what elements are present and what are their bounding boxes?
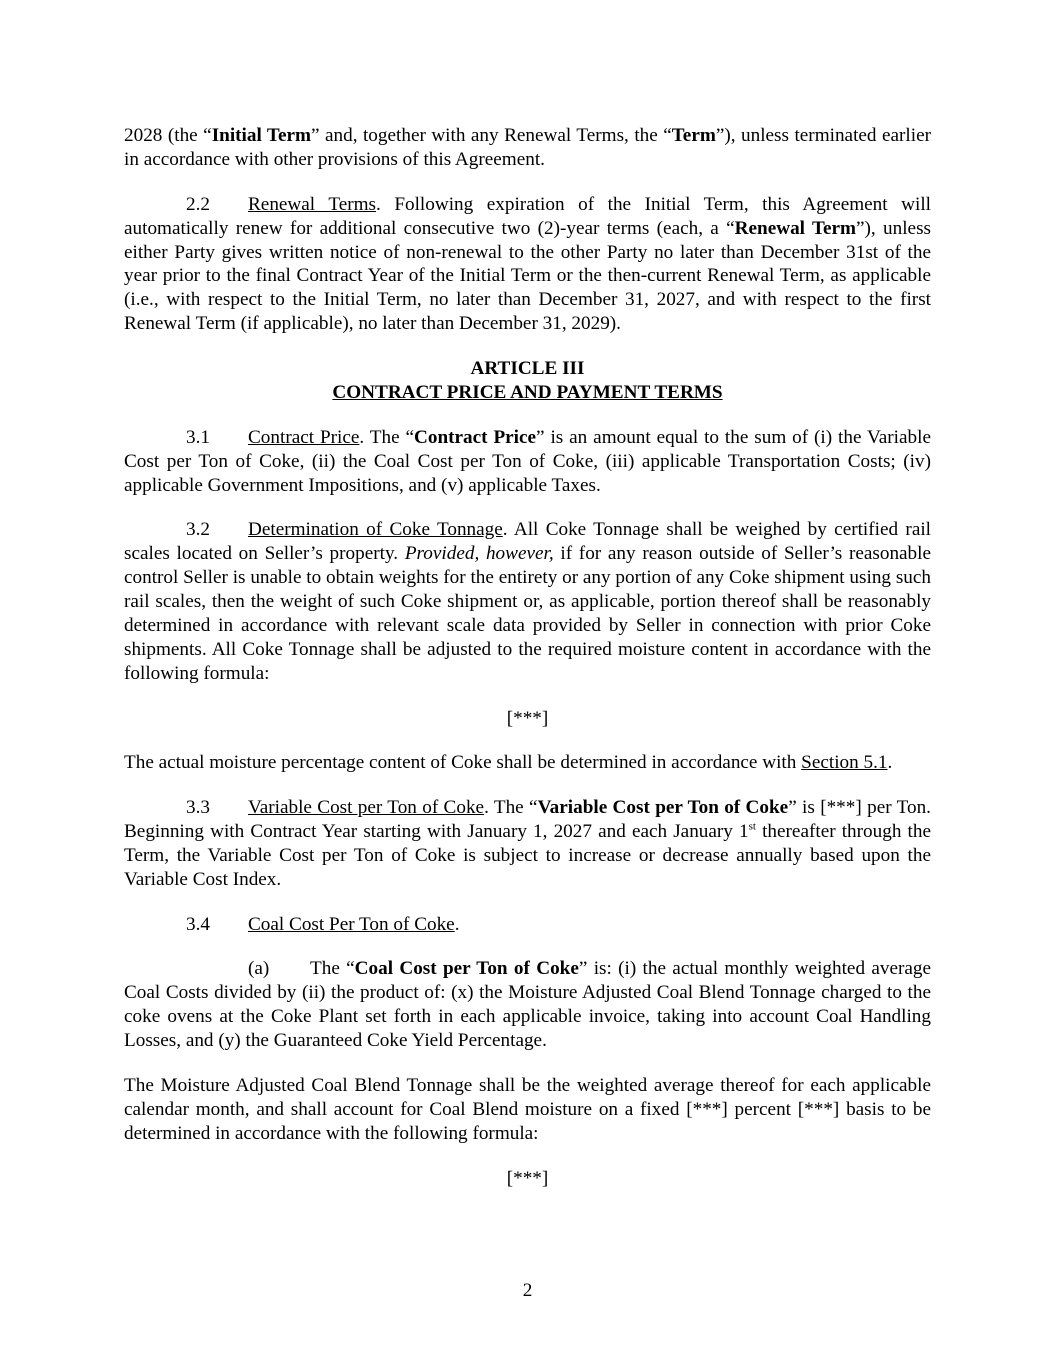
section-number: 3.4 xyxy=(186,913,210,935)
defined-term-initial-term: Initial Term xyxy=(211,125,311,146)
section-title: Determination of Coke Tonnage xyxy=(248,519,503,541)
section-title: Renewal Terms xyxy=(248,193,376,215)
defined-term: Coal Cost per Ton of Coke xyxy=(354,958,579,980)
proviso-text: Provided, however, xyxy=(404,543,554,565)
subsection-label: (a) xyxy=(248,958,270,980)
section-3-2-coke-tonnage: 3.2 Determination of Coke Tonnage. All Coke Tonnage shall be weighed by certified rail scales located on Seller’s property. Provided, however, if for any reason outside of Seller’s reasonable control Seller is unable to obtain weights for the entirety or any portion of any Coke shipment using such rail scales, then the weight of such Coke shipment or, as applicable, portion thereof shall be reasonably determined in accordance with relevant scale data provided by Seller in connection with prior Coke shipments. All Coke Tonnage shall be adjusted to the required moisture content in accordance with the following formula: xyxy=(124,519,931,684)
section-number: 3.2 xyxy=(186,519,210,541)
defined-term: Variable Cost per Ton of Coke xyxy=(537,797,789,819)
document-page xyxy=(124,124,931,1191)
section-title: Contract Price xyxy=(248,426,360,448)
article-heading xyxy=(124,357,931,405)
section-title: Variable Cost per Ton of Coke xyxy=(248,797,485,819)
section-number: 2.2 xyxy=(186,193,210,215)
section-2-1-continuation: 2028 (the “Initial Term” and, together with any Renewal Terms, the “Term”), unless terminated earlier in accordance with other provisions of this Agreement. xyxy=(124,125,931,170)
section-3-1-contract-price: 3.1 Contract Price. The “Contract Price” is an amount equal to the sum of (i) the Variable Cost per Ton of Coke, (ii) the Coal Cost per Ton of Coke, (iii) applicable Transportation Costs; (iv) applicable Government Impositions, and (v) applicable Taxes. xyxy=(124,426,931,496)
section-title: Coal Cost Per Ton of Coke xyxy=(248,913,455,935)
redacted-formula: [***] xyxy=(506,707,549,729)
defined-term: Contract Price xyxy=(414,426,537,448)
defined-term-term: Term xyxy=(671,125,716,146)
page-number: 2 xyxy=(522,1280,533,1301)
article-title: CONTRACT PRICE AND PAYMENT TERMS xyxy=(332,381,723,403)
redacted-formula: [***] xyxy=(506,1167,549,1189)
section-3-3-variable-cost: 3.3 Variable Cost per Ton of Coke. The “Variable Cost per Ton of Coke” is [***] per Ton. Beginning with Contract Year starting with January 1, 2027 and each January 1st thereafter through the Term, the Variable Cost per Ton of Coke is subject to increase or decrease annually based upon the Variable Cost Index. xyxy=(124,797,931,890)
section-number: 3.3 xyxy=(186,797,210,819)
article-number: ARTICLE III xyxy=(470,358,585,380)
defined-term-renewal-term: Renewal Term xyxy=(734,217,857,239)
section-3-4-coal-cost: 3.4 Coal Cost Per Ton of Coke. xyxy=(186,913,460,935)
section-reference: Section 5.1 xyxy=(801,752,888,774)
section-2-2-renewal-terms: 2.2 Renewal Terms. Following expiration of the Initial Term, this Agreement will automatically renew for additional consecutive two (2)-year terms (each, a “Renewal Term”), unless either Party gives written notice of non-renewal to the other Party no later than December 31st of the year prior to the final Contract Year of the Initial Term or the then-current Renewal Term, as applicable (i.e., with respect to the Initial Term, no later than December 31, 2027, and with respect to the first Renewal Term (if applicable), no later than December 31, 2029). xyxy=(124,193,931,335)
section-number: 3.1 xyxy=(186,426,210,448)
moisture-adjusted-paragraph: The Moisture Adjusted Coal Blend Tonnage shall be the weighted average thereof for each applicable calendar month, and shall account for Coal Blend moisture on a fixed [***] percent [***] basis to be determined in accordance with the following formula: xyxy=(124,1075,931,1144)
ordinal-suffix: st xyxy=(748,820,756,833)
moisture-content-sentence: The actual moisture percentage content of Coke shall be determined in accordance with Section 5.1. xyxy=(124,752,893,774)
section-3-4-a: (a) The “Coal Cost per Ton of Coke” is: (i) the actual monthly weighted average Coal Costs divided by (ii) the product of: (x) the Moisture Adjusted Coal Blend Tonnage charged to the coke ovens at the Coke Plant set forth in each applicable invoice, taking into account Coal Handling Losses, and (y) the Guaranteed Coke Yield Percentage. xyxy=(124,958,931,1052)
